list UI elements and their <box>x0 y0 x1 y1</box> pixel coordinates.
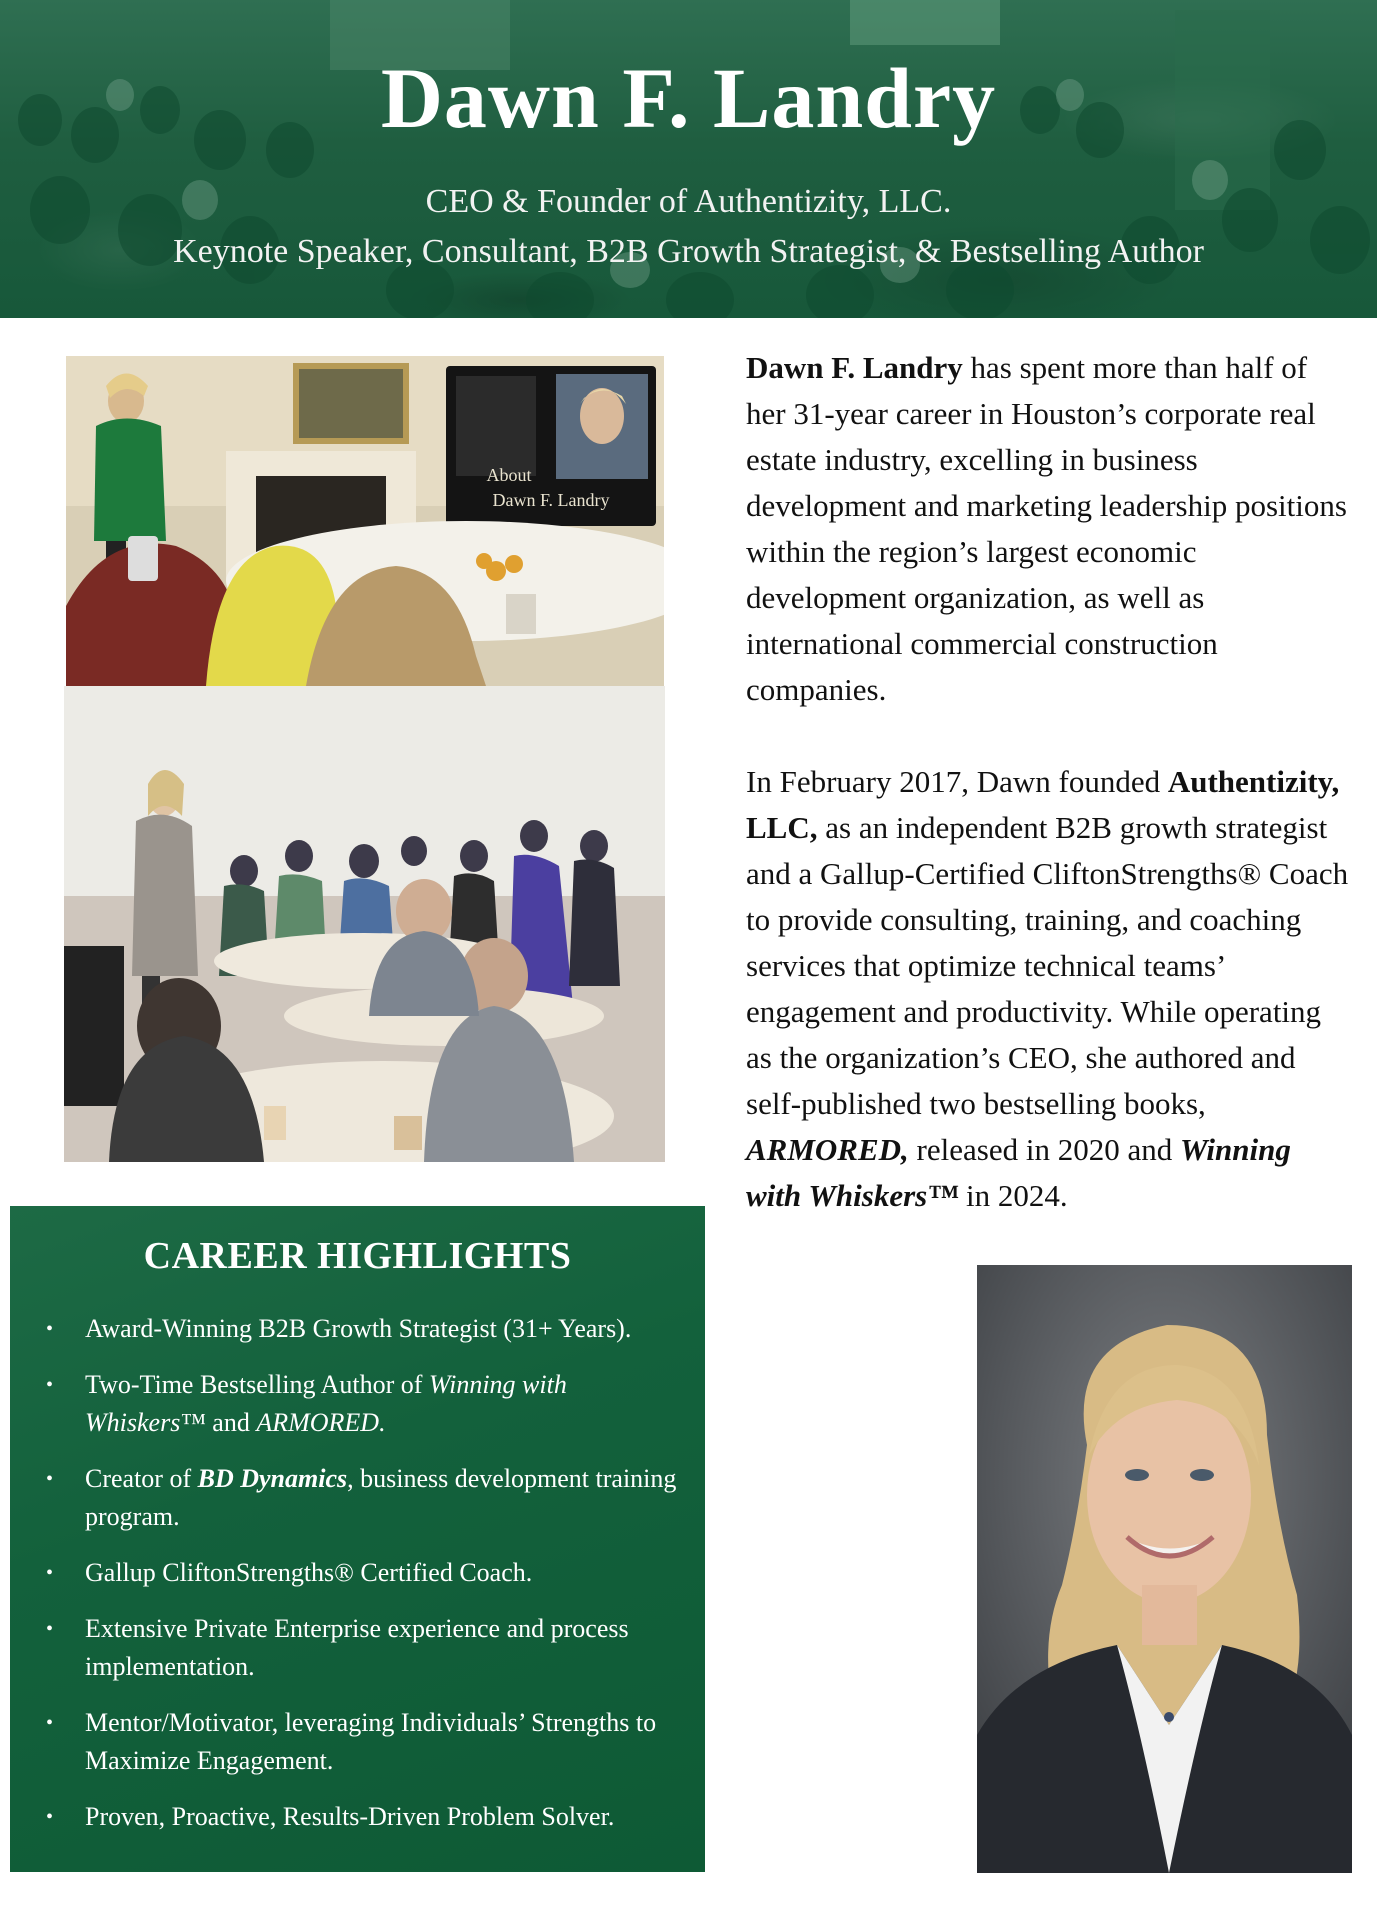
list-item <box>40 1554 680 1592</box>
subtitle-titles: Keynote Speaker, Consultant, B2B Growth Strategist, & Bestselling Author <box>173 233 1204 270</box>
career-highlights-list <box>40 1310 680 1854</box>
list-item <box>40 1704 680 1780</box>
career-highlights-panel <box>10 1206 705 1872</box>
bio-text: as an independent B2B growth strategist and a Gallup-Certified CliftonStrengths® Coach to provide consulting, training, and coaching services that optimize technical teams’ engagement and productivity. While operating as the organization’s CEO, she authored and self-published two bestselling books, <box>746 810 1349 1121</box>
highlight-text: Extensive Private Enterprise experience and process implementation. <box>85 1614 629 1681</box>
bullet-icon: • <box>46 1618 54 1640</box>
bio-text: In February 2017, Dawn founded <box>746 764 1168 799</box>
bullet-icon: • <box>46 1712 54 1734</box>
bullet-icon: • <box>46 1374 54 1396</box>
subtitle-role: CEO & Founder of Authentizity, LLC. <box>425 183 952 220</box>
book-title: ARMORED. <box>256 1408 386 1437</box>
bullet-icon: • <box>46 1562 54 1584</box>
highlight-text: and <box>205 1408 257 1437</box>
list-item <box>40 1366 680 1442</box>
bullet-icon: • <box>46 1318 54 1340</box>
bio-text: released in 2020 and <box>908 1132 1180 1167</box>
bio-text: has spent more than half of her 31-year career in Houston’s corporate real estate industry, excelling in business development and marketing leadership positions within the region’s largest economic development organization, as well as international commercial construction companies. <box>746 350 1347 707</box>
bio-name: Dawn F. Landry <box>746 350 963 385</box>
highlight-text: , business development training program. <box>85 1464 677 1531</box>
slide-text-name: Dawn F. Landry <box>492 490 610 510</box>
program-title: BD Dynamics <box>197 1464 348 1493</box>
headshot-portrait-photo <box>977 1265 1352 1873</box>
book-title: ARMORED, <box>746 1132 909 1167</box>
list-item <box>40 1310 680 1348</box>
bio-text: in 2024. <box>958 1178 1068 1213</box>
header-banner <box>0 0 1377 318</box>
bio-paragraph-2 <box>746 759 1351 1219</box>
highlight-text: Creator of <box>85 1464 198 1493</box>
highlight-text: Two-Time Bestselling Author of <box>85 1370 429 1399</box>
highlight-text: Mentor/Motivator, leveraging Individuals’ Strengths to Maximize Engagement. <box>85 1708 657 1775</box>
page-title: Dawn F. Landry <box>380 50 997 146</box>
bullet-icon: • <box>46 1468 54 1490</box>
highlight-text: Gallup CliftonStrengths® Certified Coach. <box>85 1558 533 1587</box>
bio-paragraph-1 <box>746 345 1351 713</box>
company-name: Authentizity, LLC, <box>746 764 1340 845</box>
book-title: Winning with Whiskers™ <box>85 1370 567 1437</box>
highlight-text: Proven, Proactive, Results-Driven Problem Solver. <box>85 1802 615 1831</box>
list-item <box>40 1798 680 1836</box>
list-item <box>40 1610 680 1686</box>
book-title: Winning with Whiskers™ <box>746 1132 1291 1213</box>
event-presentation-photo <box>66 356 664 686</box>
workshop-training-photo <box>64 686 665 1162</box>
slide-text-about: About <box>486 465 532 485</box>
bullet-icon: • <box>46 1806 54 1828</box>
list-item <box>40 1460 680 1536</box>
highlight-text: Award-Winning B2B Growth Strategist (31+ Years). <box>85 1314 632 1343</box>
career-highlights-heading: CAREER HIGHLIGHTS <box>143 1235 572 1277</box>
